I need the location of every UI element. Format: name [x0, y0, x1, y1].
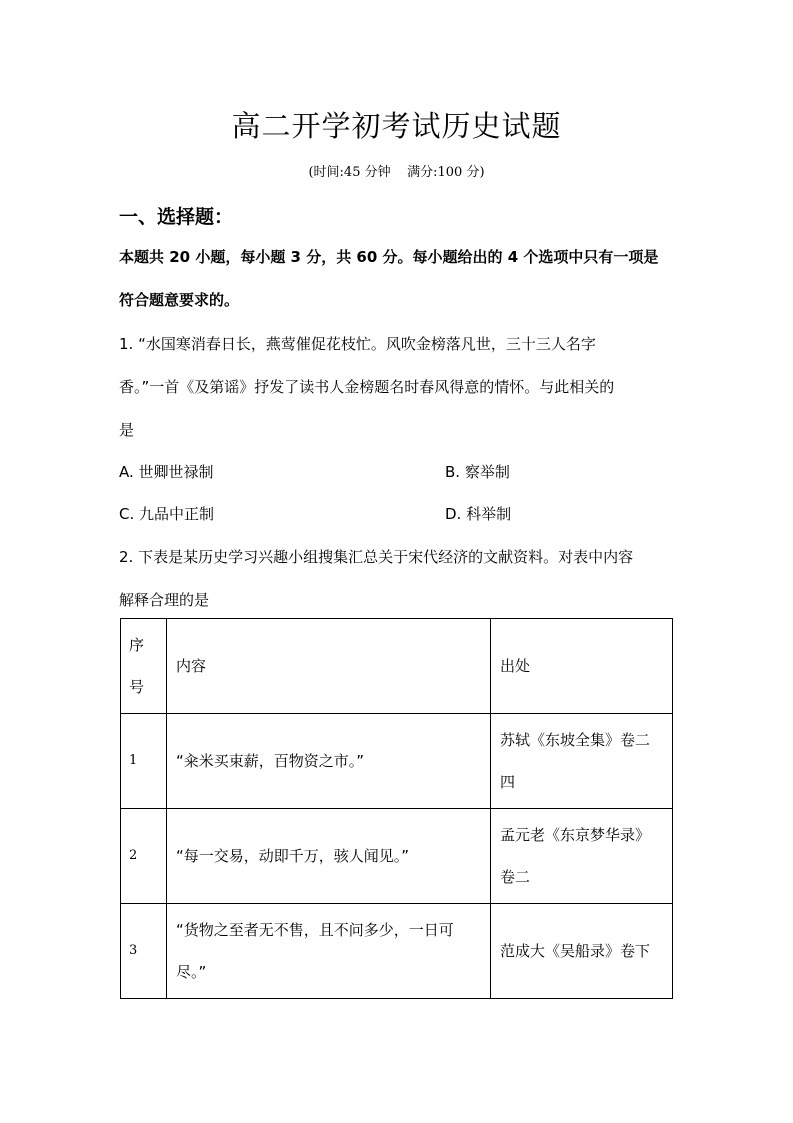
row-content: “每一交易，动即千万，骇人闻见。”: [167, 809, 491, 904]
question-1-line1: 1. “水国寒消春日长，燕莺催促花枝忙。风吹金榜落凡世，三十三人名字: [119, 335, 596, 353]
row-content-line2: 尽。”: [176, 963, 207, 981]
question-1-option-a: A. 世卿世禄制: [119, 463, 214, 481]
question-1-option-b: B. 察举制: [445, 463, 510, 481]
table-row: [121, 809, 673, 904]
source-table: [120, 618, 673, 999]
row-content-line1: “货物之至者无不售，且不问多少，一日可: [176, 921, 454, 939]
row-content: “籴米买束薪，百物资之市。”: [167, 714, 491, 809]
question-1-line3: 是: [119, 421, 135, 439]
row-source-line2: 卷二: [500, 868, 531, 886]
row-source-line2: 四: [500, 773, 516, 791]
table-row: [121, 714, 673, 809]
row-source-line1: 苏轼《东坡全集》卷二: [500, 731, 651, 749]
header-number-line2: 号: [129, 678, 145, 696]
section-heading: 一、选择题：: [119, 206, 234, 228]
question-1-line2: 香。”一首《及第谣》抒发了读书人金榜题名时春风得意的情怀。与此相关的: [119, 378, 615, 396]
section-instruction-line2: 符合题意要求的。: [119, 291, 240, 309]
table-header-row: [121, 619, 673, 714]
header-number-cell: [121, 619, 167, 714]
header-number-line1: 序: [129, 636, 145, 654]
row-source: [491, 714, 673, 809]
row-content: [167, 904, 491, 999]
question-2-line1: 2. 下表是某历史学习兴趣小组搜集汇总关于宋代经济的文献资料。对表中内容: [119, 548, 634, 566]
page-title: 高二开学初考试历史试题: [231, 109, 562, 143]
row-number: 1: [121, 714, 167, 809]
header-source-cell: 出处: [491, 619, 673, 714]
row-number: 2: [121, 809, 167, 904]
question-1-option-c: C. 九品中正制: [119, 505, 215, 523]
question-2-line2: 解释合理的是: [119, 591, 210, 609]
row-source-line1: 孟元老《东京梦华录》: [500, 826, 651, 844]
row-source: [491, 809, 673, 904]
row-source: 范成大《吴船录》卷下: [491, 904, 673, 999]
row-number: 3: [121, 904, 167, 999]
question-1-option-d: D. 科举制: [445, 505, 512, 523]
section-instruction-line1: 本题共 20 小题，每小题 3 分，共 60 分。每小题给出的 4 个选项中只有一项是: [119, 248, 659, 266]
header-content-cell: 内容: [167, 619, 491, 714]
exam-subtitle: (时间:45 分钟 满分:100 分): [308, 165, 485, 180]
table-row: [121, 904, 673, 999]
